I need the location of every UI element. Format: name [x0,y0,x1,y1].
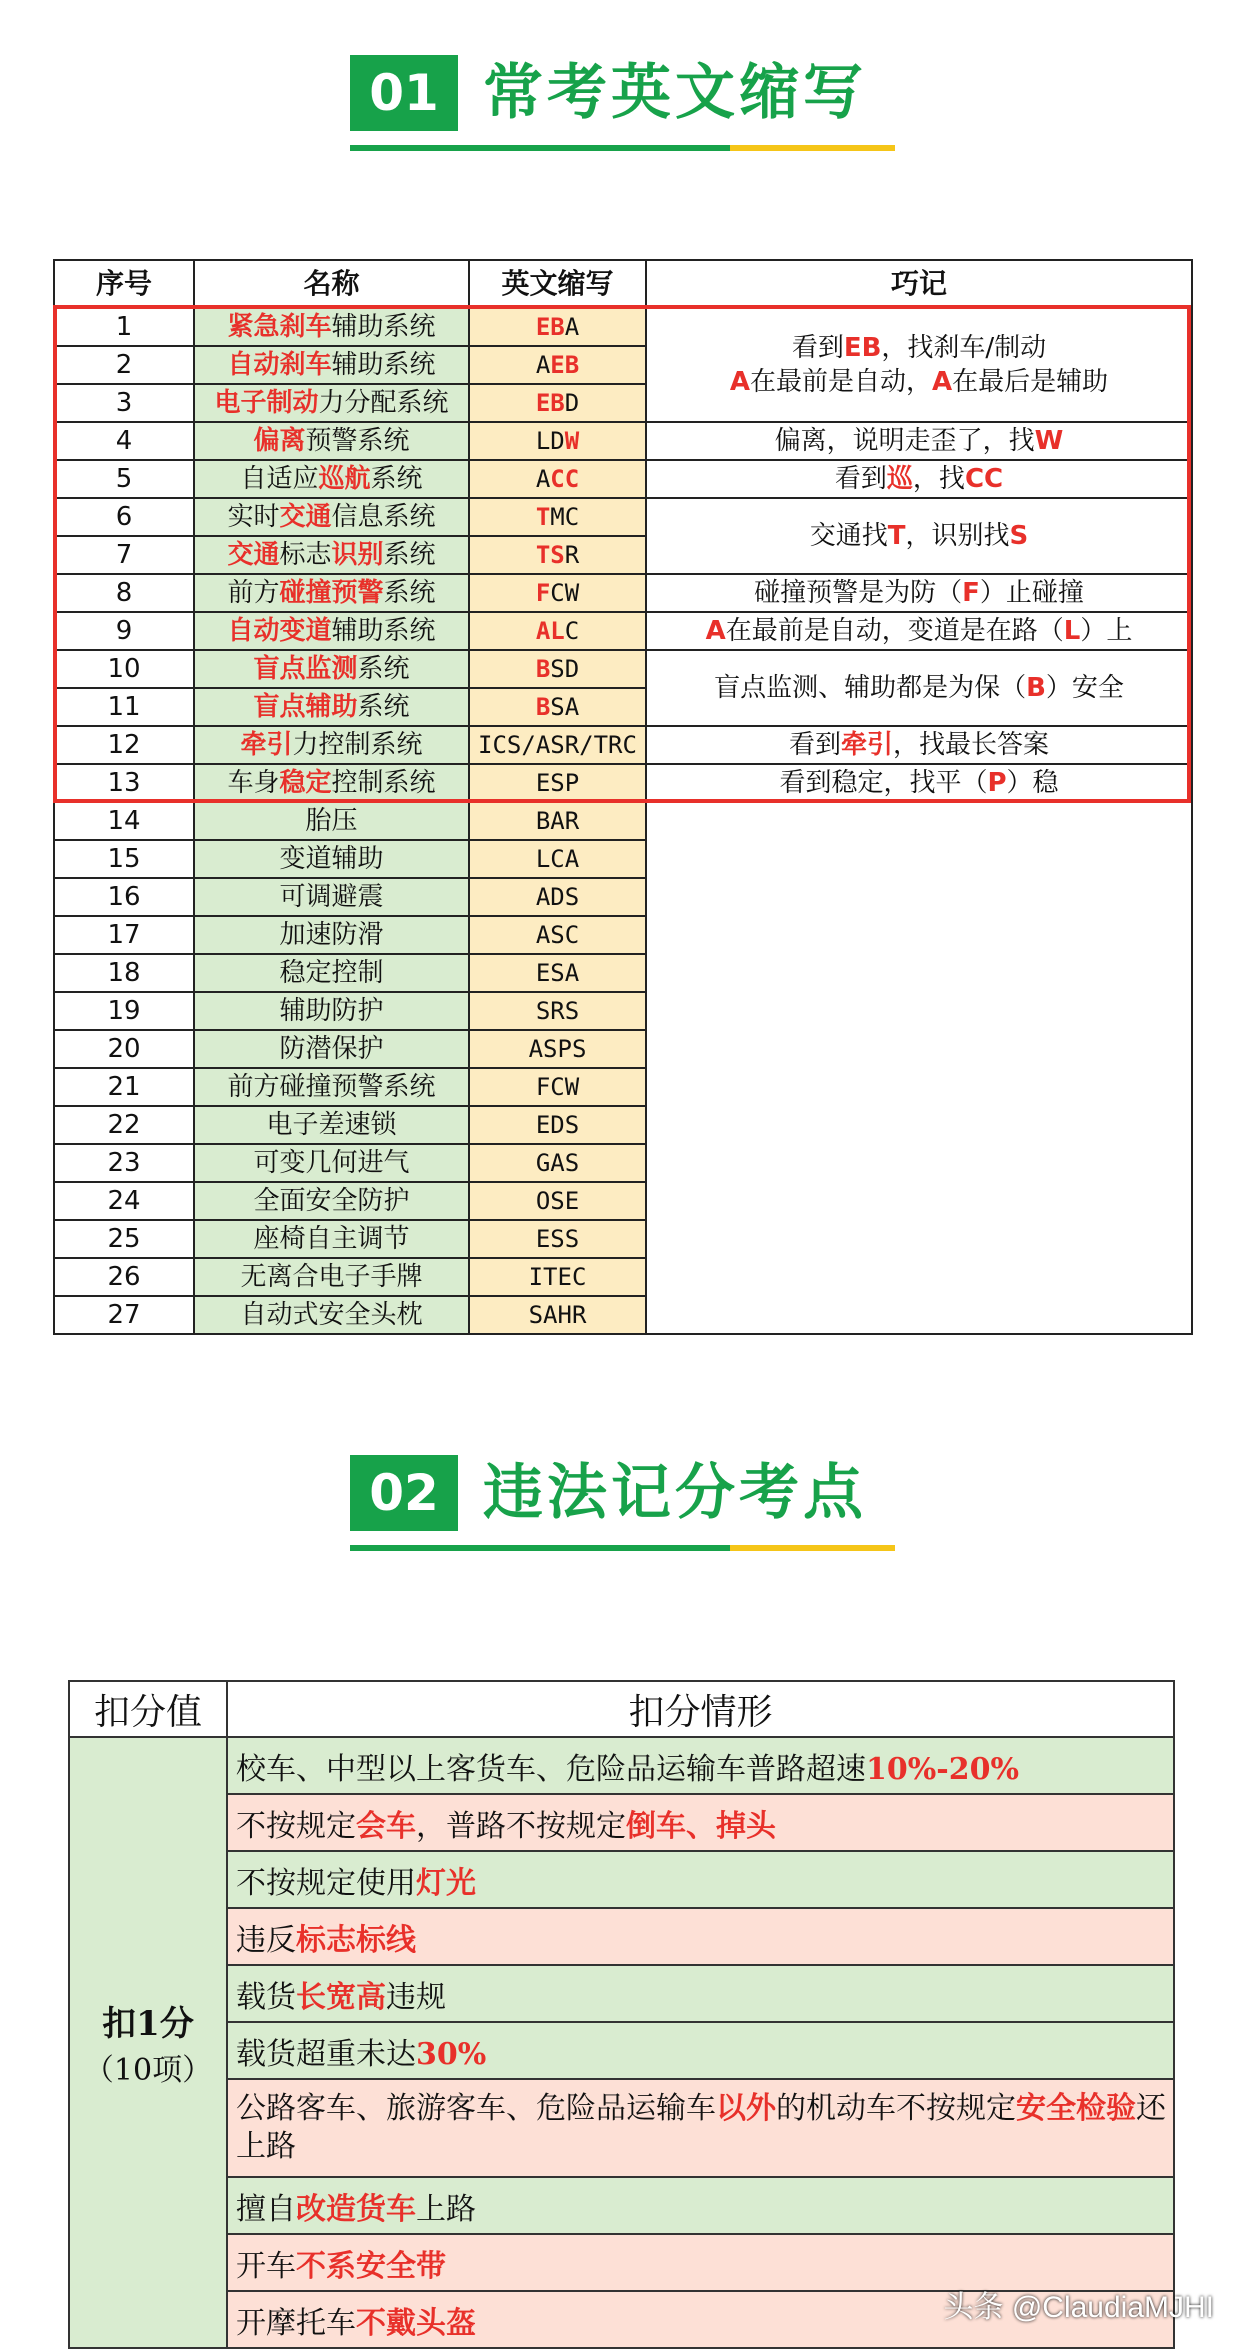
text-segment: ASPS [528,1035,587,1063]
tip-line [647,727,1191,763]
abbr-cell [469,612,646,650]
abbr-cell [469,916,646,954]
name-cell [194,840,469,878]
text-segment: 辅助系统 [331,616,436,646]
highlight-text: 会车 [356,1808,416,1844]
table-row [54,460,1192,498]
header-points: 扣分值 [69,1681,227,1737]
highlight-text: B [1026,673,1046,703]
highlight-text: 自动变道 [227,616,332,646]
abbr-cell [469,498,646,536]
situation-cell [227,1908,1174,1965]
tip-line [647,365,1191,399]
highlight-text: 安全检验 [1016,2091,1136,2126]
text-segment: 实时 [227,502,280,532]
text-segment: ，找 [912,464,965,494]
highlight-text: B [550,389,565,417]
table-row [69,1908,1174,1965]
text-segment: 看到 [791,333,844,363]
tip-cell [646,574,1192,612]
seq-cell: 26 [54,1258,194,1296]
abbr-cell [469,384,646,422]
table-row [54,726,1192,764]
text-segment: 还上路 [236,2091,1166,2164]
seq-cell: 24 [54,1182,194,1220]
name-cell [194,536,469,574]
text-segment: ，找刹车/制动 [881,333,1047,363]
abbreviation-table [53,259,1193,1335]
text-segment: 胎压 [305,806,358,836]
text-segment: 自动式安全头枕 [240,1300,423,1330]
highlight-text: 交通 [279,502,332,532]
highlight-text: 稳定 [279,768,332,798]
text-segment: 不按规定使用 [236,1865,416,1901]
highlight-text: E [535,313,551,341]
table-header-row [69,1681,1174,1737]
text-segment: 公路客车、旅游客车、危险品运输车 [236,2091,716,2126]
highlight-text: 盲点辅助 [253,692,358,722]
text-segment: 看到稳定，找平（ [779,768,988,798]
name-cell [194,1182,469,1220]
text-segment: SD [550,655,580,683]
text-segment: 前方 [227,578,280,608]
text-segment: 看到 [788,730,841,760]
text-segment: 开车 [236,2248,296,2284]
points-count: （10项） [83,2053,213,2088]
seq-cell: 12 [54,726,194,764]
text-segment: 在最前是自动，变道是在路（ [725,616,1064,646]
table-row [69,1851,1174,1908]
seq-cell: 16 [54,878,194,916]
highlight-text: T [887,521,906,551]
name-cell [194,1144,469,1182]
highlight-text: A [705,616,726,646]
text-segment: A [535,351,551,379]
text-segment: EDS [535,1111,580,1139]
table-row [54,308,1192,346]
name-cell [194,1106,469,1144]
abbr-cell [469,1296,646,1334]
name-cell [194,422,469,460]
text-segment: 座椅自主调节 [253,1224,410,1254]
section-title: 常考英文缩写 [483,58,867,128]
text-segment: 上路 [416,2191,476,2227]
highlight-text: F [535,579,551,607]
abbr-cell [469,1144,646,1182]
seq-cell: 13 [54,764,194,802]
abbr-cell [469,460,646,498]
abbr-cell [469,688,646,726]
text-segment: ICS/ASR/TRC [478,731,637,759]
name-cell [194,460,469,498]
text-segment: 可调避震 [279,882,384,912]
header-seq: 序号 [54,260,194,308]
seq-cell: 11 [54,688,194,726]
tip-line [647,613,1191,649]
text-segment: 标志 [279,540,332,570]
highlight-text: 牵引 [240,730,293,760]
underline-green [350,1545,730,1551]
highlight-text: S [1009,521,1029,551]
points-value: 扣1分 [102,2004,194,2044]
tip-line [647,518,1191,554]
text-segment: 加速防滑 [279,920,384,950]
seq-cell: 1 [54,308,194,346]
abbr-cell [469,308,646,346]
text-segment: ）安全 [1045,673,1124,703]
table-row [69,1965,1174,2022]
text-segment: 辅助防护 [279,996,384,1026]
seq-cell: 19 [54,992,194,1030]
text-segment: 辅助系统 [331,350,436,380]
text-segment: ASC [535,921,580,949]
abbr-cell [469,802,646,840]
seq-cell: 18 [54,954,194,992]
text-segment: 力控制系统 [292,730,423,760]
highlight-text: L [550,617,565,645]
table-row [69,1794,1174,1851]
abbr-cell [469,1068,646,1106]
highlight-text: CC [550,465,580,493]
highlight-text: 10%-20% [866,1751,1019,1787]
highlight-text: 交通 [227,540,280,570]
tip-cell [646,802,1192,1334]
header-abbr: 英文缩写 [469,260,646,308]
table-row [69,2022,1174,2079]
tip-line [647,575,1191,611]
text-segment: A [535,465,551,493]
text-segment: 盲点监测、辅助都是为保（ [714,673,1027,703]
header-situation: 扣分情形 [227,1681,1174,1737]
text-segment: ESS [535,1225,580,1253]
highlight-text: T [535,503,551,531]
text-segment: FCW [535,1073,580,1101]
underline-yellow [730,1545,895,1551]
situation-cell [227,2177,1174,2234]
section-title: 违法记分考点 [483,1458,867,1528]
name-cell [194,764,469,802]
abbr-cell [469,1106,646,1144]
text-segment: 违反 [236,1922,296,1958]
text-segment: 无离合电子手牌 [240,1262,423,1292]
text-segment: GAS [535,1149,580,1177]
table-row [69,2079,1174,2177]
highlight-text: B [535,655,551,683]
name-cell [194,1068,469,1106]
table-row [69,1737,1174,1794]
name-cell [194,1030,469,1068]
abbr-cell [469,346,646,384]
text-segment: 变道辅助 [279,844,384,874]
highlight-text: CC [964,464,1004,494]
tip-cell [646,612,1192,650]
text-segment: 力分配系统 [318,388,449,418]
table-row [54,574,1192,612]
name-cell [194,498,469,536]
text-segment: ADS [535,883,580,911]
seq-cell: 20 [54,1030,194,1068]
abbr-cell [469,574,646,612]
name-cell [194,650,469,688]
seq-cell: 22 [54,1106,194,1144]
text-segment: BAR [535,807,580,835]
highlight-text: A [932,367,953,397]
highlight-text: 巡 [886,464,913,494]
situation-cell [227,1851,1174,1908]
tip-line [647,765,1191,801]
header-tip: 巧记 [646,260,1192,308]
abbr-cell [469,422,646,460]
highlight-text: 盲点监测 [253,654,358,684]
name-cell [194,612,469,650]
text-segment: 擅自 [236,2191,296,2227]
text-segment: 不按规定 [236,1808,356,1844]
name-cell [194,1258,469,1296]
text-segment: R [564,541,580,569]
text-segment: ESP [535,769,580,797]
abbr-cell [469,726,646,764]
text-segment: OSE [535,1187,580,1215]
highlight-text: 碰撞预警 [279,578,384,608]
tip-line [647,331,1191,365]
abbr-cell [469,1030,646,1068]
seq-cell: 8 [54,574,194,612]
highlight-text: L [1063,616,1081,646]
name-cell [194,802,469,840]
highlight-text: 标志标线 [296,1922,416,1958]
highlight-text: B [564,351,580,379]
text-segment: 交通找 [809,521,888,551]
text-segment: 自适应 [240,464,319,494]
highlight-text: B [550,313,565,341]
tip-cell [646,498,1192,574]
text-segment: 前方碰撞预警系统 [227,1072,436,1102]
table-row [54,498,1192,536]
section-number: 01 [350,55,458,131]
text-segment: LD [535,427,565,455]
text-segment: LCA [535,845,580,873]
seq-cell: 7 [54,536,194,574]
text-segment: ESA [535,959,580,987]
text-segment: 的机动车不按规定 [776,2091,1016,2126]
text-segment: C [564,617,580,645]
text-segment: 全面安全防护 [253,1186,410,1216]
situation-cell [227,2022,1174,2079]
abbr-cell [469,992,646,1030]
abbr-cell [469,840,646,878]
seq-cell: 6 [54,498,194,536]
abbr-cell [469,1258,646,1296]
text-segment: MC [550,503,580,531]
text-segment: ）上 [1080,616,1133,646]
text-segment: 预警系统 [305,426,410,456]
highlight-text: 倒车、掉头 [626,1808,776,1844]
highlight-text: E [535,389,551,417]
text-segment: 辅助系统 [331,312,436,342]
situation-cell [227,2079,1174,2177]
text-segment: ）止碰撞 [979,578,1084,608]
text-segment: 控制系统 [331,768,436,798]
highlight-text: 偏离 [253,426,306,456]
name-cell [194,1220,469,1258]
text-segment: 防潜保护 [279,1034,384,1064]
highlight-text: W [564,427,580,455]
text-segment: 违规 [386,1979,446,2015]
tip-cell [646,460,1192,498]
highlight-text: A [535,617,551,645]
seq-cell: 15 [54,840,194,878]
text-segment: 可变几何进气 [253,1148,410,1178]
tip-cell [646,764,1192,802]
highlight-text: 识别 [331,540,384,570]
tip-cell [646,308,1192,422]
name-cell [194,574,469,612]
highlight-text: A [729,367,750,397]
table-row [54,802,1192,840]
text-segment: SRS [535,997,580,1025]
text-segment: A [564,313,580,341]
tip-line [647,670,1191,706]
situation-cell [227,1965,1174,2022]
text-segment: 碰撞预警是为防（ [754,578,963,608]
highlight-text: W [1034,426,1064,456]
seq-cell: 10 [54,650,194,688]
highlight-text: 电子制动 [214,388,319,418]
highlight-text: 长宽高 [296,1979,386,2015]
text-segment: 载货超重未达 [236,2036,416,2072]
text-segment: 在最后是辅助 [952,367,1109,397]
abbr-cell [469,650,646,688]
highlight-text: 改造货车 [296,2191,416,2227]
table-row [54,612,1192,650]
table-row [54,422,1192,460]
text-segment: 偏离，说明走歪了，找 [774,426,1035,456]
text-segment: ，普路不按规定 [416,1808,626,1844]
highlight-text: EB [843,333,882,363]
highlight-text: 自动刹车 [227,350,332,380]
highlight-text: B [535,693,551,721]
seq-cell: 3 [54,384,194,422]
text-segment: ，找最长答案 [893,730,1050,760]
underline-yellow [730,145,895,151]
seq-cell: 9 [54,612,194,650]
watermark: 头条 @ClaudiaMJHI [943,2291,1214,2324]
abbr-cell [469,954,646,992]
text-segment: D [564,389,580,417]
text-segment: 系统 [357,654,410,684]
table-header-row [54,260,1192,308]
tip-line [647,461,1191,497]
seq-cell: 5 [54,460,194,498]
name-cell [194,688,469,726]
name-cell [194,384,469,422]
text-segment: 校车、中型以上客货车、危险品运输车普路超速 [236,1751,866,1787]
text-segment: 系统 [357,692,410,722]
underline-green [350,145,730,151]
text-segment: 信息系统 [331,502,436,532]
highlight-text: F [962,578,980,608]
highlight-text: 紧急刹车 [227,312,332,342]
highlight-text: 不戴头盔 [356,2305,476,2341]
text-segment: 看到 [834,464,887,494]
tip-line [647,423,1191,459]
highlight-text: E [550,351,565,379]
name-cell [194,346,469,384]
highlight-text: T [535,541,551,569]
seq-cell: 23 [54,1144,194,1182]
highlight-text: 灯光 [416,1865,476,1901]
points-cell [69,1737,227,2348]
highlight-text: P [987,768,1007,798]
abbr-cell [469,764,646,802]
penalty-table [68,1680,1175,2349]
section-number: 02 [350,1455,458,1531]
tip-cell [646,650,1192,726]
tip-cell [646,726,1192,764]
text-segment: 车身 [227,768,280,798]
text-segment: 在最前是自动， [749,367,932,397]
highlight-text: 以外 [716,2091,776,2126]
name-cell [194,1296,469,1334]
table-row [54,764,1192,802]
highlight-text: 30% [416,2036,487,2072]
text-segment: ITEC [528,1263,587,1291]
name-cell [194,308,469,346]
name-cell [194,726,469,764]
header-name: 名称 [194,260,469,308]
highlight-text: 不系安全带 [296,2248,446,2284]
text-segment: 稳定控制 [279,958,384,988]
name-cell [194,916,469,954]
situation-cell [227,1794,1174,1851]
name-cell [194,878,469,916]
text-segment: 系统 [383,578,436,608]
abbr-cell [469,536,646,574]
situation-cell [227,1737,1174,1794]
highlight-text: 巡航 [318,464,371,494]
seq-cell: 27 [54,1296,194,1334]
seq-cell: 17 [54,916,194,954]
text-segment: ，识别找 [905,521,1010,551]
text-segment: 载货 [236,1979,296,2015]
seq-cell: 14 [54,802,194,840]
text-segment: 开摩托车 [236,2305,356,2341]
text-segment: SAHR [528,1301,587,1329]
seq-cell: 2 [54,346,194,384]
text-segment: ）稳 [1006,768,1059,798]
text-segment: 电子差速锁 [266,1110,397,1140]
text-segment: SA [550,693,580,721]
highlight-text: 牵引 [840,730,893,760]
abbr-cell [469,878,646,916]
text-segment: 系统 [370,464,423,494]
seq-cell: 25 [54,1220,194,1258]
name-cell [194,954,469,992]
name-cell [194,992,469,1030]
table-row [54,650,1192,688]
seq-cell: 4 [54,422,194,460]
highlight-text: S [550,541,565,569]
tip-cell [646,422,1192,460]
text-segment: 系统 [383,540,436,570]
table-row [69,2177,1174,2234]
abbr-cell [469,1182,646,1220]
text-segment: CW [550,579,580,607]
abbr-cell [469,1220,646,1258]
seq-cell: 21 [54,1068,194,1106]
